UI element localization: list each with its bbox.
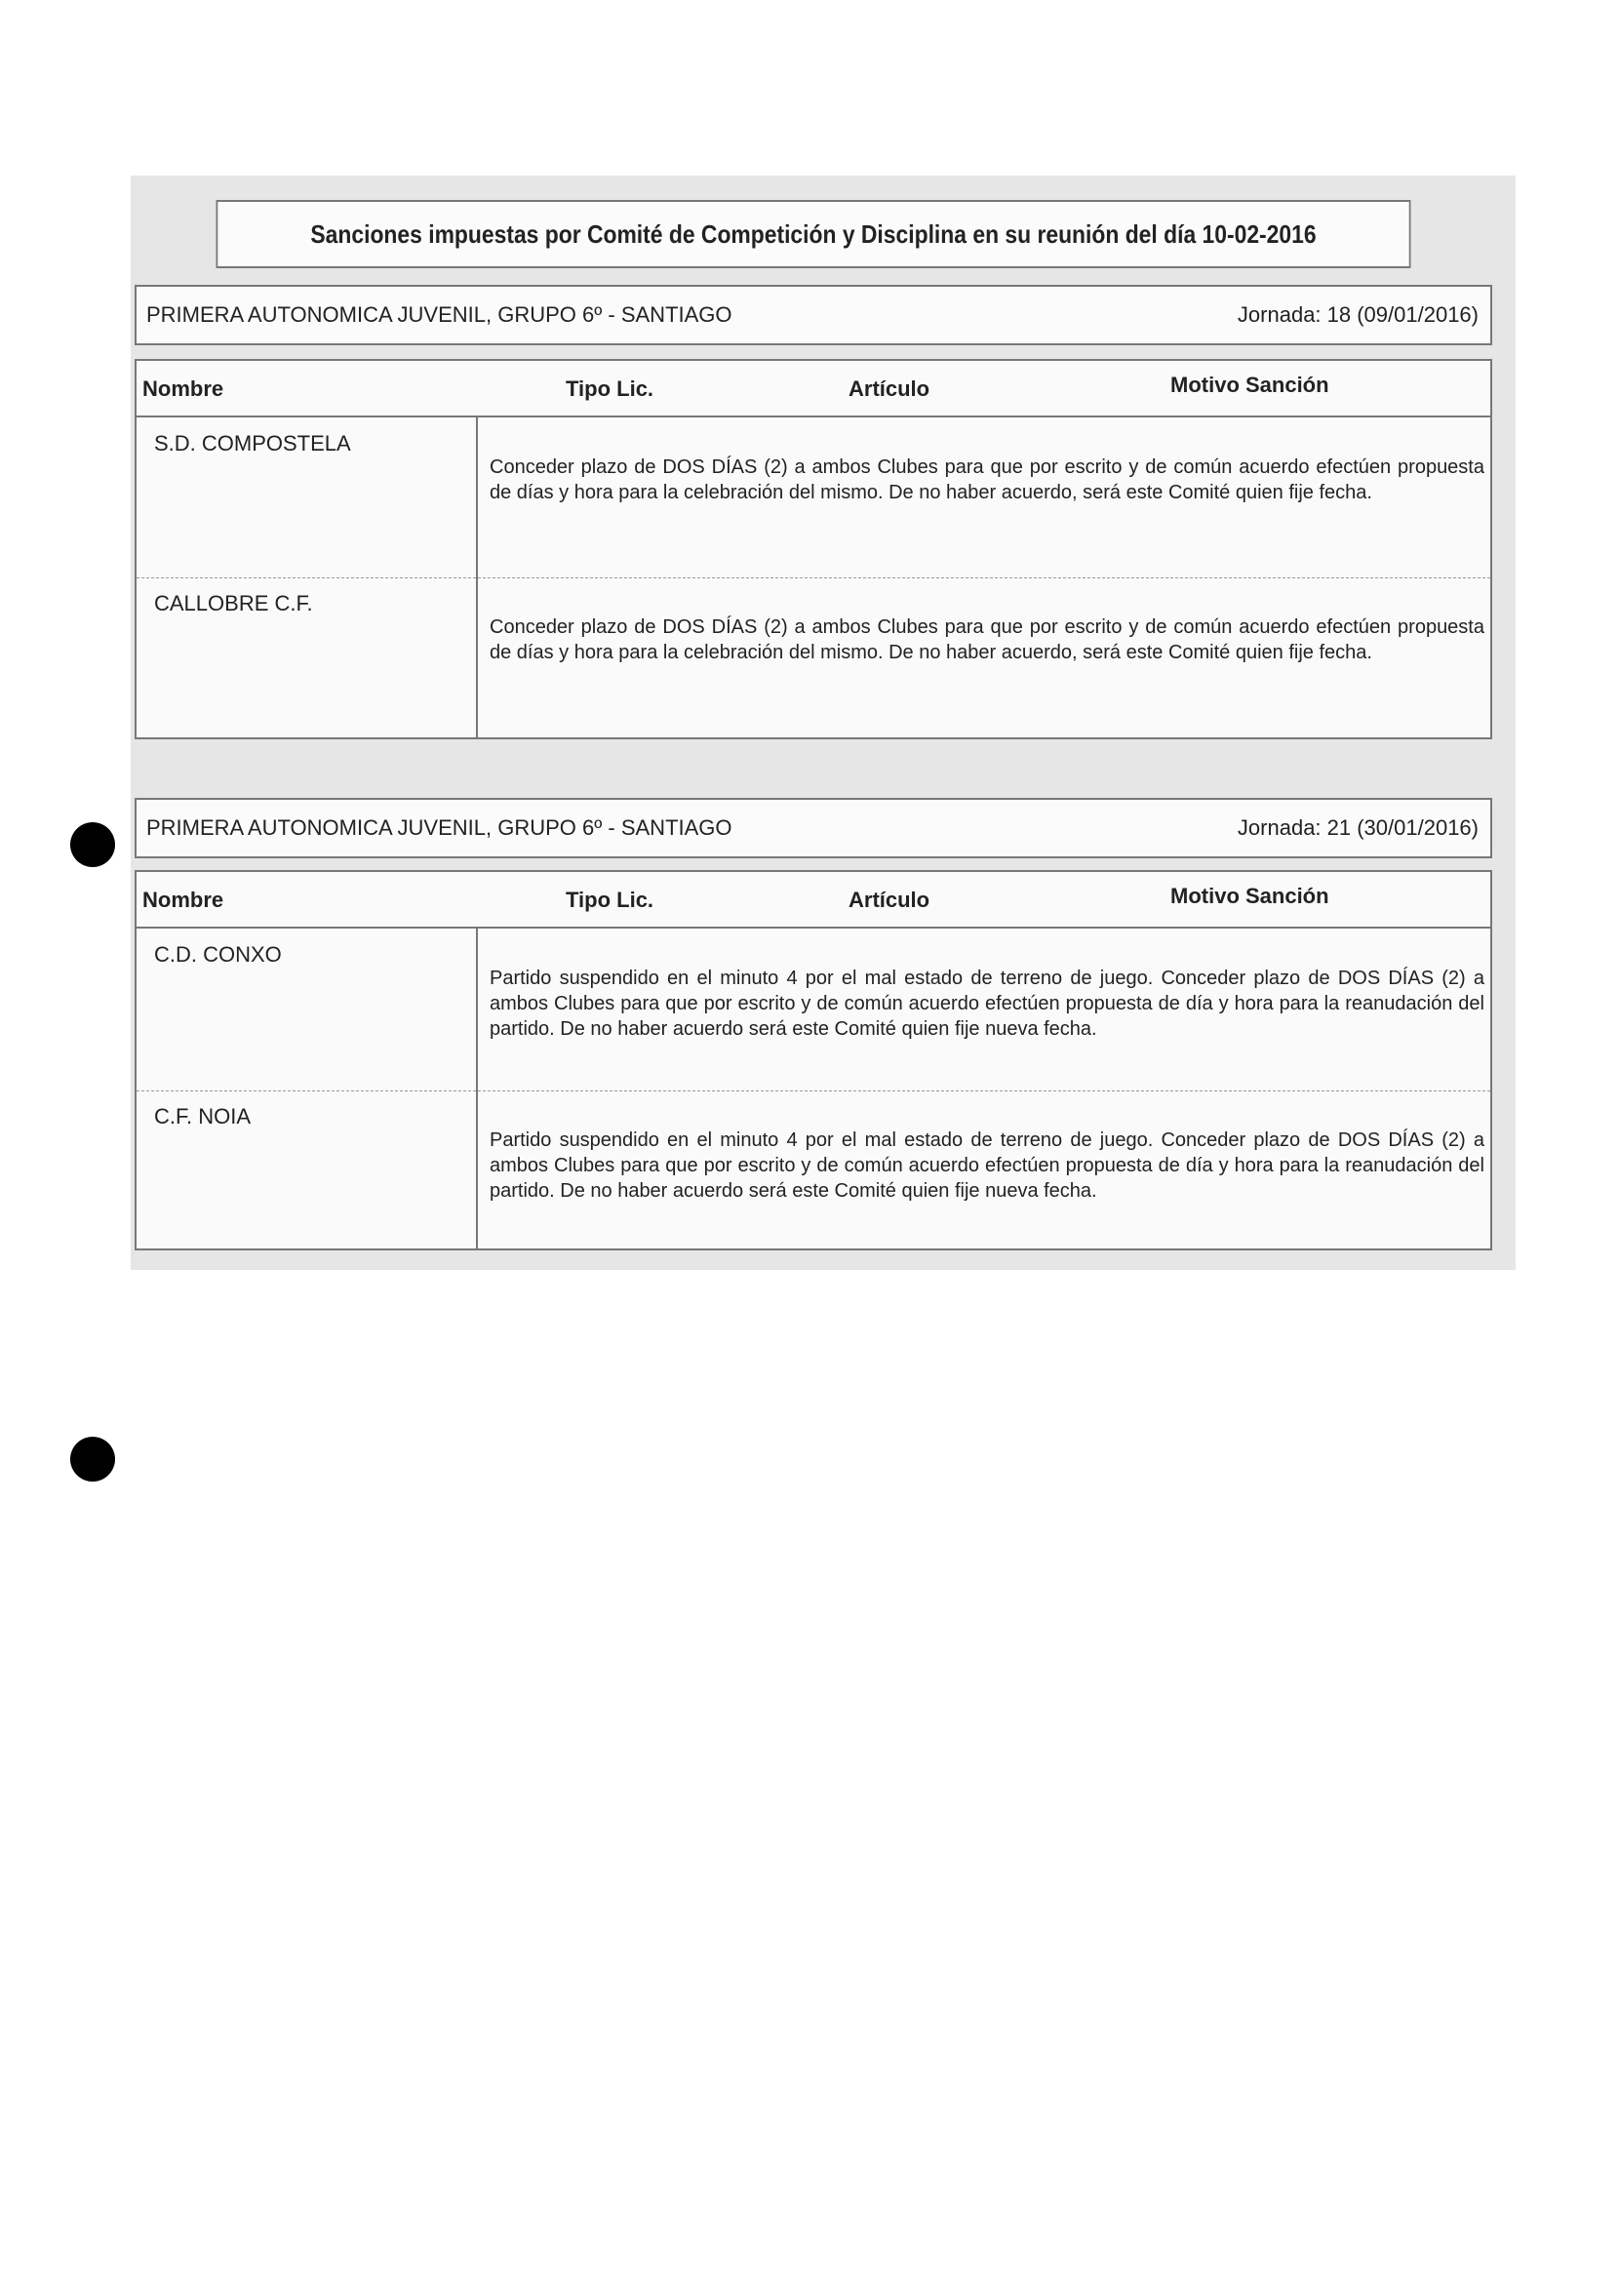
- column-header-motivo: Motivo Sanción: [1170, 884, 1329, 908]
- table-row: [137, 577, 1490, 737]
- sanction-reason: Conceder plazo de DOS DÍAS (2) a ambos Clubes para que por escrito y de común acuerdo efectúen propuesta de días y hora para la celebración del mismo. De no haber acuerdo, será este Comité quien fije fecha.: [490, 616, 1484, 663]
- jornada: Jornada: 18 (09/01/2016): [1237, 302, 1479, 327]
- club-name: CALLOBRE C.F.: [137, 577, 478, 737]
- section-header: [135, 285, 1492, 345]
- column-header-articulo: Artículo: [849, 376, 930, 401]
- sanctions-table: [135, 359, 1492, 739]
- sanctions-table: [135, 870, 1492, 1250]
- table-row: [137, 417, 1490, 578]
- section-header: [135, 798, 1492, 858]
- table-row: [137, 1090, 1490, 1250]
- column-header-motivo: Motivo Sanción: [1170, 373, 1329, 397]
- club-name: C.F. NOIA: [137, 1090, 478, 1250]
- table-row: [137, 929, 1490, 1091]
- column-header-articulo: Artículo: [849, 888, 930, 912]
- club-name: C.D. CONXO: [137, 929, 478, 1090]
- competition-name: PRIMERA AUTONOMICA JUVENIL, GRUPO 6º - SANTIAGO: [146, 302, 732, 327]
- table-header: [137, 872, 1490, 929]
- punch-hole-icon: [70, 822, 115, 867]
- sanction-reason: Conceder plazo de DOS DÍAS (2) a ambos Clubes para que por escrito y de común acuerdo efectúen propuesta de días y hora para la celebración del mismo. De no haber acuerdo, será este Comité quien fije fecha.: [490, 456, 1484, 503]
- column-header-nombre: Nombre: [142, 888, 224, 912]
- document-title: Sanciones impuestas por Comité de Competición y Disciplina en su reunión del día 10-02-2016: [217, 200, 1411, 268]
- column-header-nombre: Nombre: [142, 376, 224, 401]
- punch-hole-icon: [70, 1437, 115, 1482]
- table-header: [137, 361, 1490, 417]
- sanction-reason: Partido suspendido en el minuto 4 por el mal estado de terreno de juego. Conceder plazo de DOS DÍAS (2) a ambos Clubes para que por escrito y de común acuerdo efectúen propuesta de día y hora para la reanudación del partido. De no haber acuerdo será este Comité quien fije nueva fecha.: [490, 1129, 1484, 1202]
- column-header-tipo-lic: Tipo Lic.: [566, 376, 654, 401]
- sanction-reason: Partido suspendido en el minuto 4 por el mal estado de terreno de juego. Conceder plazo de DOS DÍAS (2) a ambos Clubes para que por escrito y de común acuerdo efectúen propuesta de día y hora para la reanudación del partido. De no haber acuerdo será este Comité quien fije nueva fecha.: [490, 968, 1484, 1040]
- jornada: Jornada: 21 (30/01/2016): [1237, 815, 1479, 840]
- sanctions-document: [131, 176, 1516, 1270]
- column-header-tipo-lic: Tipo Lic.: [566, 888, 654, 912]
- club-name: S.D. COMPOSTELA: [137, 417, 478, 577]
- competition-name: PRIMERA AUTONOMICA JUVENIL, GRUPO 6º - SANTIAGO: [146, 815, 732, 840]
